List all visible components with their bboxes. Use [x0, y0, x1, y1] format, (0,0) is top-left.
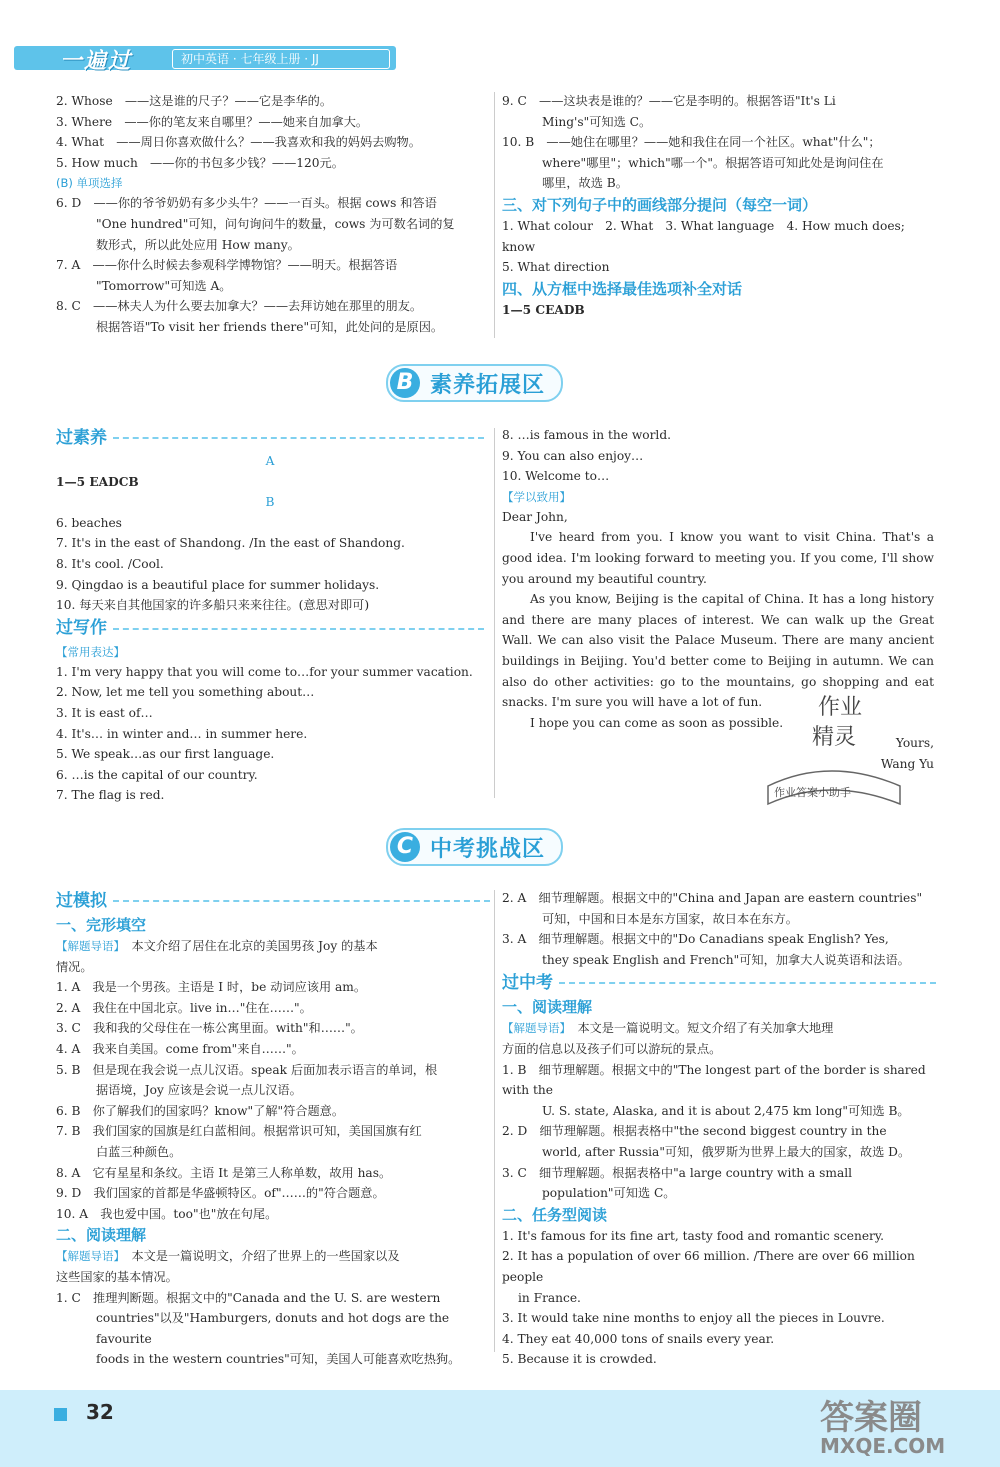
- answer-item: 8. A 它有星星和条纹。主语 It 是第三人称单数，故用 has。: [56, 1165, 392, 1180]
- answer-item: 3. C 我和我的父母住在一栋公寓里面。with"和……"。: [56, 1021, 363, 1036]
- answer-line: 4. What ——周日你喜欢做什么？——我喜欢和我的妈妈去购物。: [56, 135, 421, 150]
- part-label: A: [265, 454, 275, 468]
- column-divider: [494, 92, 495, 338]
- answer-line: 2. Whose ——这是谁的尺子？——它是李华的。: [56, 94, 333, 108]
- stamp-text: 精灵: [812, 725, 857, 750]
- answer-item-cont: countries"以及"Hamburgers, donuts and hot dogs are the favourite: [96, 1311, 450, 1346]
- answer-line: 5. Because it is crowded.: [502, 1352, 657, 1367]
- answer-item-cont: "Tomorrow"可知选 A。: [96, 278, 232, 293]
- answer-item: 6. D ——你的爷爷奶奶有多少头牛？——一百头。根据 cows 和答语: [56, 196, 437, 211]
- stamp-text: 作业: [818, 695, 863, 720]
- answer-item: 4. A 我来自美国。come from"来自……"。: [56, 1041, 304, 1056]
- intro-text: 本文是一篇说明文。短文介绍了有关加拿大地理: [577, 1021, 834, 1036]
- answer-line: 7. The flag is red.: [56, 788, 165, 803]
- page-marker-icon: [54, 1408, 67, 1421]
- answer-item-cont: "One hundred"可知，问句询问牛的数量，cows 为可数名词的复: [96, 216, 455, 231]
- zone-c-icon: C: [390, 832, 420, 862]
- answer-item: 6. B 你了解我们的国家吗？know"了解"符合题意。: [56, 1103, 345, 1118]
- sub-heading: 【学以致用】: [502, 489, 571, 504]
- zone-b-title: 素养拓展区: [430, 372, 546, 398]
- answer-item: 10. A 我也爱中国。too"也"放在句尾。: [56, 1206, 278, 1221]
- answer-item-cont: 哪里，故选 B。: [542, 176, 628, 191]
- answer-item: 10. B ——她住在哪里？——她和我住在同一个社区。what"什么"；: [502, 135, 881, 150]
- section-title: 二、阅读理解: [56, 1226, 147, 1245]
- answer-line: in France.: [518, 1290, 581, 1305]
- answer-item-cont: population"可知选 C。: [542, 1186, 676, 1201]
- sec1-right-column: [502, 91, 936, 320]
- section-title: 四、从方框中选择最佳选项补全对话: [502, 279, 743, 298]
- answer-item-cont: 根据答语"To visit her friends there"可知，此处问的是原因。: [96, 319, 444, 334]
- column-divider: [494, 428, 495, 798]
- answer-line: 5. How much ——你的书包多少钱？——120元。: [56, 155, 344, 170]
- letter-signer: Wang Yu: [880, 756, 934, 771]
- answer-line: 7. It's in the east of Shandong. /In the east of Shandong.: [56, 536, 405, 551]
- answer-item-cont: U. S. state, Alaska, and it is about 2,475 km long"可知选 B。: [542, 1103, 910, 1118]
- sec1-left-column: [56, 91, 490, 338]
- answer-item-cont: 据语境，Joy 应该是会说一点儿汉语。: [96, 1083, 302, 1098]
- answer-item: 2. A 细节理解题。根据文中的"China and Japan are eastern countries": [502, 891, 923, 905]
- answer-item: 1. A 我是一个男孩。主语是 I 时，be 动词应该用 am。: [56, 980, 367, 995]
- answer-line: 9. You can also enjoy…: [502, 448, 644, 463]
- answer-line: 8. …is famous in the world.: [502, 428, 671, 442]
- answer-line: 3. It would take nine months to enjoy all the pieces in Louvre.: [502, 1311, 885, 1326]
- answer-item: 2. D 细节理解题。根据表格中"the second biggest country in the: [502, 1124, 887, 1139]
- page-number: 32: [86, 1400, 114, 1424]
- intro-text: 本文介绍了居住在北京的美国男孩 Joy 的基本: [131, 939, 378, 953]
- guo-xiezuo-heading: [56, 616, 484, 642]
- watermark-url: MXQE.COM: [820, 1434, 946, 1458]
- guo-suyang-heading: [56, 425, 484, 451]
- answer-item: 2. A 我住在中国北京。live in…"住在……"。: [56, 1000, 312, 1015]
- answer-line: 6. beaches: [56, 515, 122, 530]
- answer-line: 1. I'm very happy that you will come to…for your summer vacation.: [56, 664, 473, 679]
- section-title: 二、任务型阅读: [502, 1205, 608, 1224]
- zone-b-icon: B: [390, 368, 420, 398]
- answer-item-cont: foods in the western countries"可知，美国人可能喜欢吃热狗。: [96, 1352, 461, 1367]
- answer-line: 10. Welcome to…: [502, 469, 610, 484]
- answer-item: 9. D 我们国家的首都是华盛顿特区。of"……的"符合题意。: [56, 1186, 385, 1201]
- answer-item: 9. C ——这块表是谁的？——它是李明的。根据答语"It's Li: [502, 94, 836, 108]
- heading-label: 过模拟: [56, 890, 107, 911]
- answer-line: 10. 每天来自其他国家的许多船只来来往往。(意思对即可): [56, 598, 370, 613]
- stamp-text: 作业答案小助手: [774, 786, 851, 799]
- brand-logo: 一遍过: [60, 49, 133, 74]
- answer-line: 2. It has a population of over 66 million. /There are over 66 million people: [502, 1249, 915, 1284]
- answer-line: 1—5 CEADB: [502, 302, 585, 317]
- zone-b-banner: [386, 364, 563, 402]
- heading-label: 过写作: [56, 618, 107, 639]
- answer-item: 3. A 细节理解题。根据文中的"Do Canadians speak English? Yes,: [502, 932, 889, 947]
- intro-text: 方面的信息以及孩子们可以游玩的景点。: [502, 1041, 722, 1056]
- answer-item: 1. C 推理判断题。根据文中的"Canada and the U. S. are western: [56, 1290, 441, 1305]
- letter-paragraph: As you know, Beijing is the capital of China. It has a long history and there are many places of interest. We can walk up the Great Wall. We can also visit the Palace Museum. There are many ancient buildings in Beijing. You'd better come to Beijing in autumn. We can also do other activities: go to the mountains, go shopping and eat snacks. I'm sure you will have a lot of fun.: [502, 592, 934, 710]
- section-title: 一、阅读理解: [502, 998, 593, 1017]
- guo-moni-heading: [56, 888, 490, 914]
- answer-item-cont: Ming's"可知选 C。: [542, 114, 652, 129]
- section-title: 一、完形填空: [56, 916, 147, 934]
- letter-closing: Yours,: [895, 736, 934, 751]
- answer-item: 8. C ——林夫人为什么要去加拿大？——去拜访她在那里的朋友。: [56, 299, 423, 314]
- letter-paragraph: I hope you can come as soon as possible.: [530, 715, 784, 730]
- letter-paragraph: I've heard from you. I know you want to visit China. That's a good idea. I'm looking forward to meeting you. If you come, I'll show you around my beautiful country.: [502, 530, 934, 586]
- answer-line: 1. It's famous for its fine art, tasty food and romantic scenery.: [502, 1228, 884, 1243]
- sub-heading: 【解题导语】: [502, 1021, 566, 1036]
- answer-item: 7. A ——你什么时候去参观科学博物馆？——明天。根据答语: [56, 258, 398, 273]
- answer-line: 5. We speak…as our first language.: [56, 747, 275, 762]
- sub-heading: 【常用表达】: [56, 644, 125, 659]
- sub-heading: 【解题导语】: [56, 939, 120, 953]
- guo-zhongkao-heading: [502, 970, 936, 996]
- answer-line: 5. What direction: [502, 260, 610, 275]
- letter-salutation: Dear John,: [502, 509, 568, 524]
- answer-item: 1. B 细节理解题。根据文中的"The longest part of the border is shared with the: [502, 1062, 926, 1098]
- zone-c-title: 中考挑战区: [430, 836, 546, 862]
- answer-line: 3. It is east of…: [56, 705, 153, 720]
- stamp-watermark: [760, 686, 910, 808]
- answer-line: 6. …is the capital of our country.: [56, 767, 258, 782]
- sub-heading: (B) 单项选择: [56, 176, 123, 191]
- zone-c-right-column: [502, 888, 936, 1370]
- zone-c-left-column: [56, 888, 490, 1370]
- answer-item-cont: world, after Russia"可知，俄罗斯为世界上最大的国家，故选 D。: [542, 1144, 911, 1159]
- answer-item-cont: 白蓝三种颜色。: [96, 1144, 182, 1159]
- answer-line: 2. Now, let me tell you something about…: [56, 685, 315, 700]
- answer-line: 3. Where ——你的笔友来自哪里？——她来自加拿大。: [56, 114, 369, 129]
- column-divider: [494, 890, 495, 1352]
- answer-item: 3. C 细节理解题。根据表格中"a large country with a small: [502, 1165, 853, 1180]
- answer-item-cont: where"哪里"；which"哪一个"。根据答语可知此处是询问住在: [542, 155, 884, 170]
- intro-text: 这些国家的基本情况。: [56, 1269, 178, 1284]
- intro-text: 本文是一篇说明文，介绍了世界上的一些国家以及: [131, 1249, 400, 1264]
- part-label: B: [265, 495, 275, 510]
- answer-line: 1—5 EADCB: [56, 474, 139, 489]
- zone-c-banner: [386, 828, 563, 866]
- intro-text: 情况。: [56, 959, 93, 974]
- heading-label: 过素养: [56, 427, 107, 448]
- sub-heading: 【解题导语】: [56, 1249, 120, 1264]
- book-tag: 初中英语 · 七年级上册 · JJ: [172, 49, 390, 69]
- heading-label: 过中考: [502, 973, 553, 994]
- answer-item: 5. B 但是现在我会说一点儿汉语。speak 后面加表示语言的单词，根: [56, 1062, 438, 1077]
- section-title: 三、对下列句子中的画线部分提问（每空一词）: [502, 195, 818, 214]
- watermark-logo: 答案圈: [820, 1398, 922, 1438]
- zone-b-left-column: [56, 425, 484, 806]
- answer-line: 4. It's… in winter and… in summer here.: [56, 726, 308, 741]
- answer-item: 7. B 我们国家的国旗是红白蓝相间。根据常识可知，美国国旗有红: [56, 1124, 422, 1139]
- answer-line: 1. What colour 2. What 3. What language 4. How much does; know: [502, 218, 905, 254]
- answer-item-cont: 可知，中国和日本是东方国家，故日本在东方。: [542, 911, 798, 926]
- answer-item-cont: 数形式，所以此处应用 How many。: [96, 237, 300, 252]
- answer-item-cont: they speak English and French"可知，加拿大人说英语和法语。: [542, 952, 910, 967]
- answer-line: 9. Qingdao is a beautiful place for summer holidays.: [56, 577, 380, 592]
- answer-line: 4. They eat 40,000 tons of snails every year.: [502, 1331, 775, 1346]
- answer-line: 8. It's cool. /Cool.: [56, 556, 164, 571]
